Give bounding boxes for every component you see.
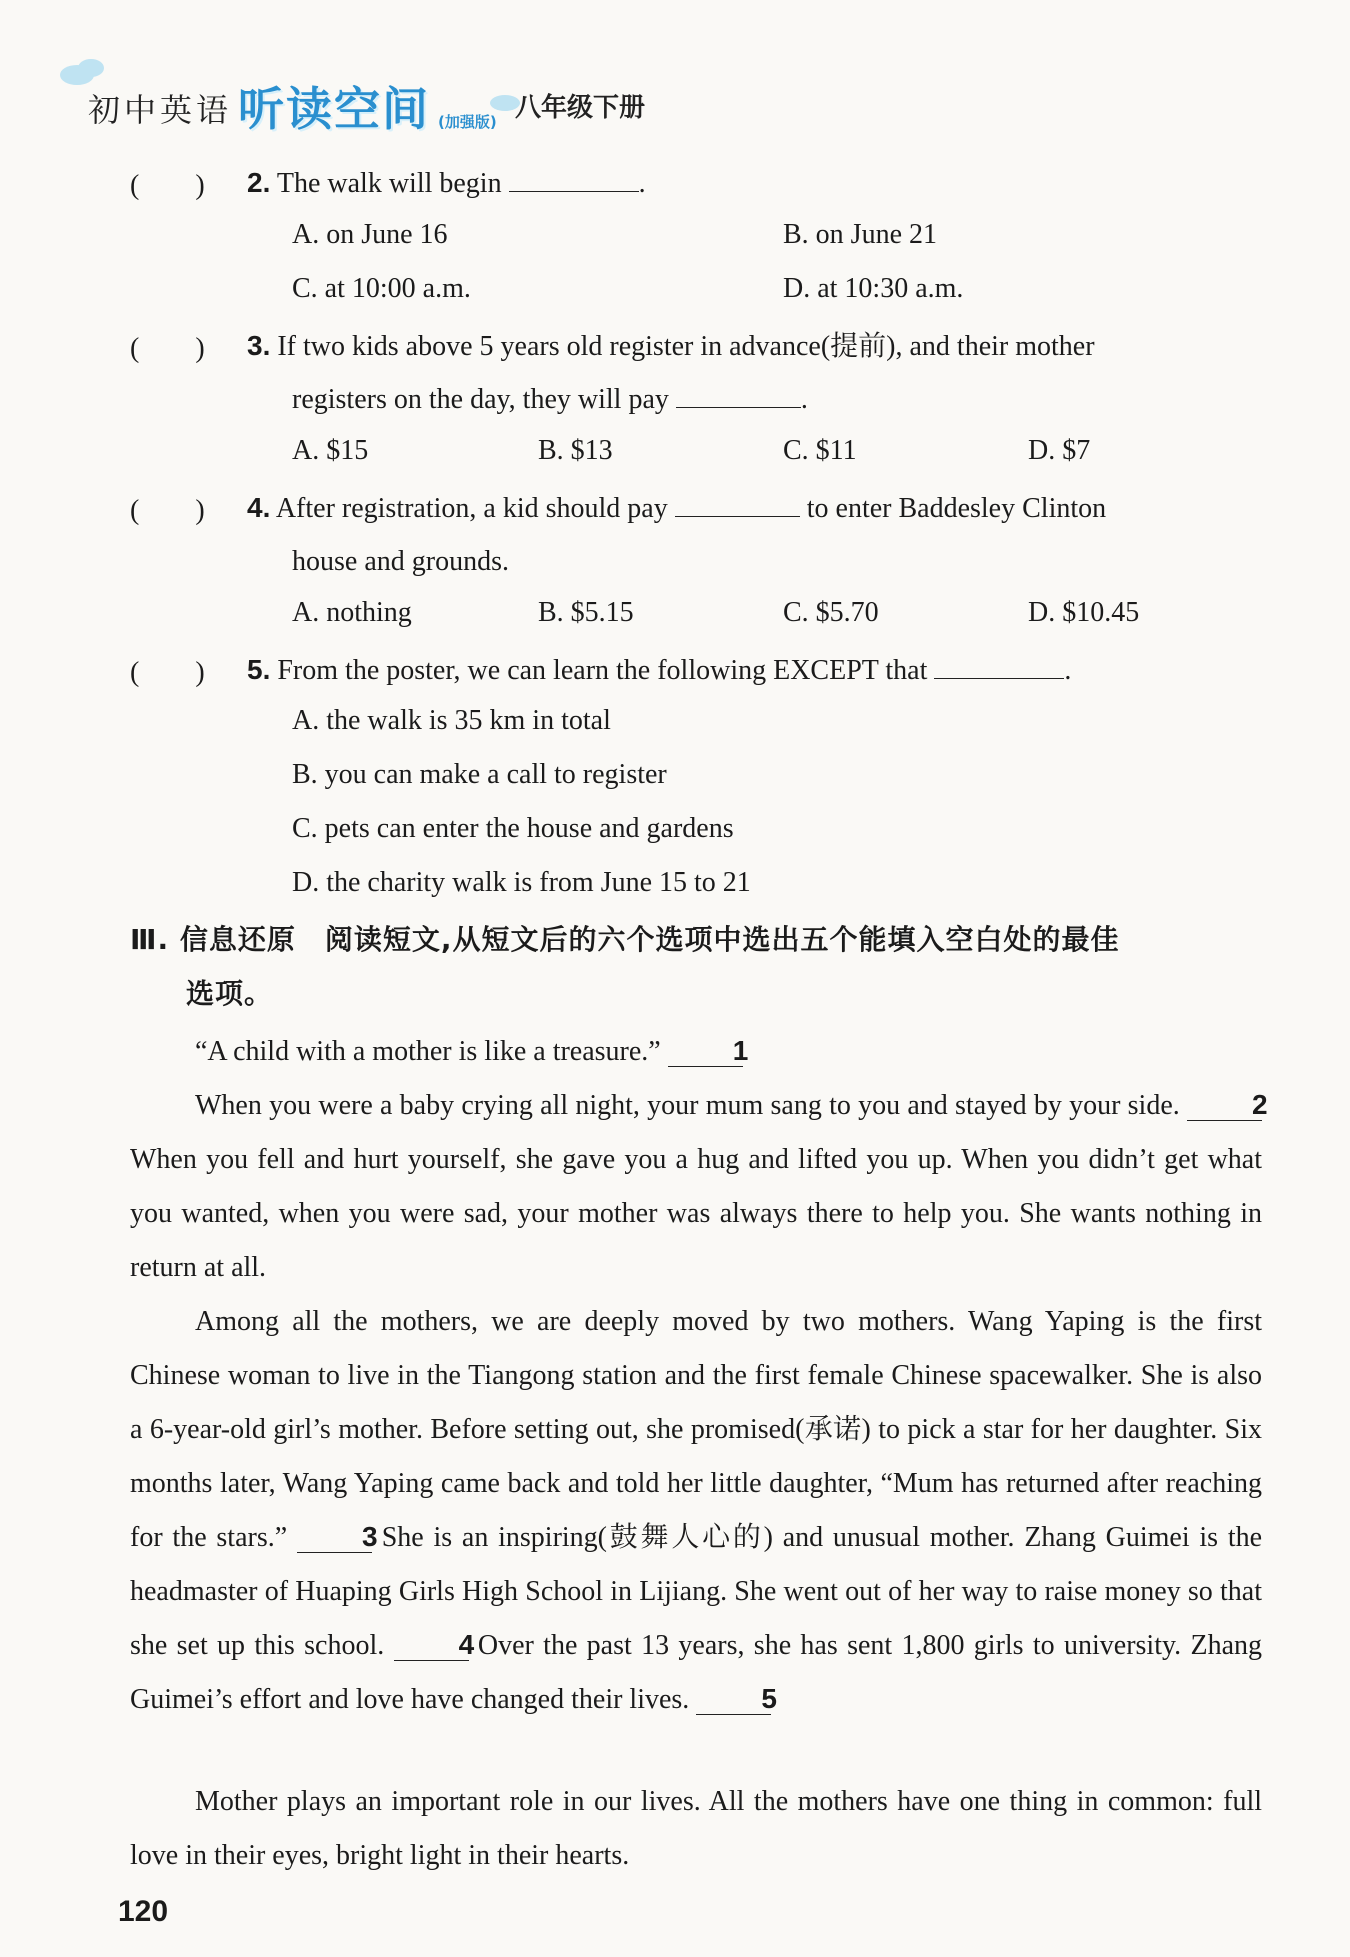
option-d: D. at 10:30 a.m. (783, 273, 964, 304)
question-number: 4. (247, 492, 271, 523)
option-a: A. the walk is 35 km in total (292, 705, 611, 736)
question-stem (247, 488, 1106, 529)
edition-label: (加强版) (438, 113, 497, 131)
section-title-line2: 选项。 (186, 977, 274, 1010)
question-stem-line2: house and grounds. (292, 546, 509, 577)
gap-3: 3 (297, 1522, 372, 1553)
question-stem-line2 (292, 380, 808, 420)
option-b: B. $13 (538, 435, 613, 466)
series-title: 初中英语 (88, 91, 233, 129)
brand-logo: 听读空间 (238, 82, 430, 136)
stem-text: After registration, a kid should pay (275, 493, 668, 524)
option-a: A. $15 (292, 435, 369, 466)
stem-end: . (800, 384, 808, 415)
paragraph-text: She is an inspiring(鼓舞人心的) and unusual mother. Zhang Guimei is the headmaster of Huaping Girls High School in Lijiang. She went out of her way to raise money so that she set up this school. (130, 1522, 1263, 1661)
stem-text: If two kids above 5 years old register in advance(提前), and their mother (277, 331, 1095, 362)
option-a: A. on June 16 (292, 219, 448, 250)
stem-text: to enter Baddesley Clinton (806, 493, 1107, 524)
option-b: B. $5.15 (538, 597, 634, 628)
paragraph-text: “A child with a mother is like a treasure.” (195, 1036, 661, 1067)
paragraph-text: When you were a baby crying all night, your mum sang to you and stayed by your side. (195, 1090, 1180, 1121)
paragraph-text: When you fell and hurt yourself, she gave you a hug and lifted you up. When you didn’t get what you wanted, when you were sad, your mother was always there to help you. She wants nothing in return at all. (130, 1144, 1262, 1283)
passage-paragraph-2 (130, 1079, 1268, 1295)
question-stem (247, 326, 1095, 367)
option-b: B. you can make a call to register (292, 759, 667, 790)
passage-paragraph-4 (130, 1775, 1262, 1883)
passage-paragraph-1 (130, 1025, 1262, 1079)
answer-blank (675, 490, 800, 517)
option-d: D. $10.45 (1028, 597, 1140, 628)
option-a: A. nothing (292, 597, 412, 628)
question-stem (247, 163, 646, 204)
page-header (60, 55, 760, 135)
question-stem (247, 650, 1071, 691)
answer-bracket: ( ) (130, 657, 205, 688)
option-b: B. on June 21 (783, 219, 937, 250)
answer-bracket: ( ) (130, 495, 205, 526)
option-d: D. $7 (1028, 435, 1091, 466)
paragraph-text: Over the past 13 years, she has sent 1,800 girls to university. Zhang Guimei’s effort and love have changed their lives. (130, 1630, 1262, 1715)
answer-blank (934, 652, 1064, 679)
paragraph-text: Among all the mothers, we are deeply moved by two mothers. Wang Yaping is the first Chinese woman to live in the Tiangong station and the first female Chinese spacewalker. She is also a 6-year-old girl’s mother. Before setting out, she promised(承诺) to pick a star for her daughter. Six months later, Wang Yaping came back and told her little daughter, “Mum has returned after reaching for the stars.” (130, 1306, 1262, 1553)
stem-end: . (1064, 655, 1072, 686)
stem-text: registers on the day, they will pay (292, 384, 669, 415)
grade-label: 八年级下册 (515, 93, 646, 123)
section-title: Ⅲ. 信息还原 阅读短文,从短文后的六个选项中选出五个能填入空白处的最佳 (130, 923, 1120, 956)
question-number: 5. (247, 654, 271, 685)
answer-bracket: ( ) (130, 333, 205, 364)
question-number: 3. (247, 330, 271, 361)
stem-text: From the poster, we can learn the following EXCEPT that (277, 655, 928, 686)
question-number: 2. (247, 167, 271, 198)
option-c: C. pets can enter the house and gardens (292, 813, 734, 844)
gap-2: 2 (1187, 1090, 1262, 1121)
answer-blank (509, 165, 639, 192)
stem-text: The walk will begin (276, 168, 502, 199)
answer-blank (676, 381, 801, 408)
option-c: C. $11 (783, 435, 857, 466)
gap-5: 5 (696, 1684, 771, 1715)
answer-bracket: ( ) (130, 170, 205, 201)
stem-end: . (638, 168, 646, 199)
option-c: C. $5.70 (783, 597, 879, 628)
paragraph-text: Mother plays an important role in our lives. All the mothers have one thing in common: full love in their eyes, bright light in their hearts. (130, 1786, 1262, 1871)
gap-1: 1 (668, 1036, 743, 1067)
gap-4: 4 (394, 1630, 469, 1661)
page-number: 120 (118, 1895, 169, 1928)
option-d: D. the charity walk is from June 15 to 21 (292, 867, 751, 898)
option-c: C. at 10:00 a.m. (292, 273, 471, 304)
passage-paragraph-3 (130, 1295, 1262, 1727)
cloud-icon (78, 59, 104, 77)
